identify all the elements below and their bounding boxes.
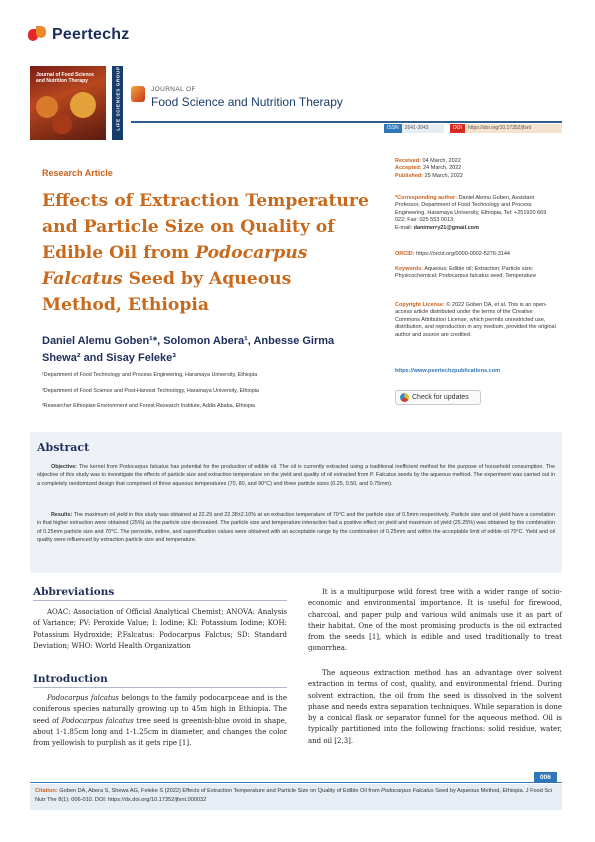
citation-label: Citation: [35, 788, 58, 794]
check-for-updates-button[interactable] [395, 390, 481, 405]
keywords-label: Keywords: [395, 266, 424, 272]
title-part-1: Effects of Extraction Temperature and Particle Size on Quality of Edible Oil from [42, 191, 369, 263]
affiliation-1: ¹Department of Food Technology and Process Engineering, Haramaya University, Ethiopia [42, 372, 258, 378]
abbreviations-text: AOAC: Association of Official Analytical Chemist; ANOVA: Analysis of Variance; PV: Peroxide Value; I: Iodine; KI: Potassium Iodine; KOH: Potassium Hydroxide; P.Falcatus: Podocarpus Falctus; SD: Standard Deviation; WHO: World Health Organization [33, 608, 287, 650]
title-part-2: Seed by Aqueous Method, Ethiopia [42, 269, 292, 315]
crossmark-icon [400, 393, 409, 402]
authors-line-2: Shewa² and Sisay Feleke³ [42, 352, 176, 364]
issn-badge [384, 124, 444, 133]
intro-paragraph-1 [33, 693, 287, 749]
footer-divider [30, 782, 562, 783]
cover-title: Journal of Food Science and Nutrition Therapy [36, 72, 95, 84]
article-title [42, 188, 372, 318]
peertechz-logo[interactable] [28, 26, 129, 44]
authors-line-1: Daniel Alemu Goben¹*, Solomon Abera¹, Anbesse Girma [42, 335, 335, 347]
abstract-heading: Abstract [37, 441, 90, 454]
journal-prefix: JOURNAL OF [151, 86, 196, 93]
keywords [395, 266, 557, 281]
dates [395, 158, 557, 180]
citation-text-b: Seed by Aqueous Method, Ethiopia. J Food Sci Nutr The 8(1): 006-010. DOI: https://dx.doi.org/10.17352/jfsnt.000032 [35, 788, 553, 803]
objective-label: Objective: [51, 464, 78, 470]
keywords-text: Aqueous; Edible oil; Extraction; Particle size; Physicochemical; Podocarpus falcatus seed; Temperature [395, 266, 537, 280]
doi-label: DOI [450, 124, 465, 133]
page-number: 006 [534, 772, 557, 783]
results-text: The maximum oil yield in this study was obtained at 22.29 and 22.38±2.10% at an extraction temperature of 70°C and the particle size of 0.5mm respectively. Particle size and oil yield have a correlation in that higher extraction were obtained (25%) as the particle size decreased. The particle size and temperature interaction had a positive effect on yield and maximum oil yield (25.25%) was obtained by the combination of 0.25mm particle size and 70°C. The peroxide, iodine, and saponification values were obtained with an acceptable range by the combination of 0.25mm and within the acceptable limit of edible oil 70°C. Yield and oil quality were influenced by extraction particle size and temperature. [37, 512, 556, 544]
objective-text: The kernel from Podocarpus falcatus has potential for the production of edible oil. The oil is currently extracted using a traditional inefficient method for the purpose of household consumption. The objective of this study was to investigate the effects of particle size and extraction temperature on the yield and quality of oil extracted from P. Falcatus seeds by the aqueous method. The experiment was carried out in a completely randomized design that comprised of three aqueous temperatures (70, 80, and 90°C) and three particle sizes (0.25, 0.50, and 0.75mm). [37, 464, 556, 487]
issn-label: ISSN [384, 124, 402, 133]
abbreviations-rule [33, 600, 287, 601]
group-strip-text: LIFE SCIENCES GROUP [115, 66, 121, 131]
results-label: Results: [51, 512, 73, 518]
published-label: Published: [395, 172, 424, 179]
citation [35, 787, 559, 805]
journal-cover-image [30, 66, 106, 140]
received-label: Received: [395, 158, 421, 164]
accepted-label: Accepted: [395, 165, 422, 172]
orcid [395, 251, 557, 258]
introduction-heading: Introduction [33, 673, 108, 685]
accepted-date: 24 March, 2022 [423, 165, 462, 172]
intro-p1-b: tree seed is greenish-blue ovoid in shape, about 1-1.85cm long and 1-1.25cm in diameter, and changes the color from yellowish to purplish as it gets ripe [1]. [33, 716, 287, 748]
species-name-2: Podocarpus falcatus [61, 716, 134, 725]
received-date: 04 March, 2022 [422, 158, 461, 164]
abstract-box [30, 432, 562, 573]
intro-paragraph-3: The aqueous extraction method has an advantage over solvent extraction in terms of cost, quality, and environmental friend. During solvent extraction, the oil from the seed is dissolved in the solvent phase and needs extra separation techniques. While separation is done by a conical flask or separator funnel for the aqueous method. Oil is typically partitioned into the following fractions: solid residue, water, and oil [2,3]. [308, 669, 562, 745]
journal-name [151, 95, 343, 109]
abstract-results [37, 511, 555, 545]
published-date: 25 March, 2022 [424, 172, 463, 179]
corresponding-text: Daniel Alemu Goben, Assistant Professor, Department of Food Technology and Process Engineering, Haramaya University, Ethiopia, Tel: +251920 669 022; Fax: 025 553 0013; [395, 195, 547, 224]
article-type: Research Article [42, 168, 113, 178]
affiliation-3: ³Researcher Ethiopian Environment and Forest Research Institute, Addis Ababa, Ethiopia [42, 403, 256, 409]
copyright-label: Copyright License: [395, 302, 445, 308]
title-species: Podocarpus Falcatus [42, 243, 308, 289]
peertechz-logo-icon [28, 26, 48, 44]
author-list [42, 333, 372, 367]
affiliation-2: ²Department of Food Science and Post-Harvest Technology, Haramaya University, Ethiopia [42, 388, 259, 394]
copyright-text: © 2022 Goben DA, et al. This is an open-access article distributed under the terms of the Creative Commons Attribution License, which permits unrestricted use, distribution, and reproduction in any medium, provided the original author and source are credited. [395, 302, 556, 338]
group-strip [112, 66, 123, 140]
intro-p1-a: belongs to the family podocarpceae and is the coniferous species naturally growing up to 45m high in Ethiopia. The seed of [33, 694, 288, 725]
corresponding-label: *Corresponding author: [395, 195, 458, 201]
intro-paragraph-2: It is a multipurpose wild forest tree with a wider range of socio-economic and environmental importance. It is useful for firewood, charcoal, and paper pulp and various wild animals use it as part of their habitat. One of the most promising products is the oil extracted from the seeds [1], which is edible and used traditionally to treat gonorrhea. [308, 588, 562, 653]
corresponding-author [395, 195, 557, 232]
orcid-label: ORCID: [395, 251, 415, 257]
issn-value: 2641-3043 [402, 124, 444, 133]
species-name: Podocarpus falcatus [47, 694, 119, 702]
header-divider [131, 121, 562, 123]
introduction-rule [33, 687, 287, 688]
email-label: E-mail: [395, 224, 413, 231]
brand-name: Peertechz [52, 26, 130, 43]
email-link[interactable]: danimerry21@gmail.com [413, 224, 479, 231]
abbreviations-heading: Abbreviations [33, 586, 115, 598]
doi-link[interactable]: https://doi.org/10.17352/jfsnt [465, 124, 562, 133]
orcid-link[interactable]: https://orcid.org/0000-0002-5276-3144 [416, 251, 510, 257]
citation-species: Podocarpus Falcatus [381, 788, 434, 794]
journal-logo-icon [131, 86, 145, 102]
check-for-updates-label: Check for updates [412, 394, 469, 401]
copyright [395, 302, 557, 339]
abstract-objective [37, 463, 555, 488]
doi-badge[interactable] [450, 124, 562, 133]
citation-text-a: Goben DA, Abera S, Shewa AG, Feleke S (2022) Effects of Extraction Temperature and Particle Size on Quality of Edible Oil from [59, 788, 382, 794]
publisher-website-link[interactable]: https://www.peertechzpublications.com [395, 368, 501, 374]
journal-name-text: Food Science and Nutrition Therapy [151, 95, 343, 109]
